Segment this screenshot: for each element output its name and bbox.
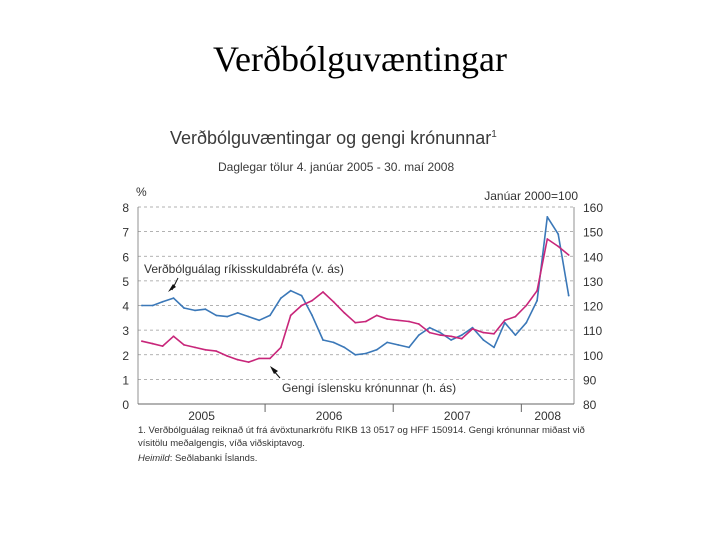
data-point bbox=[418, 334, 420, 336]
x-tick-label: 2006 bbox=[315, 409, 343, 423]
data-point bbox=[333, 301, 335, 303]
data-point bbox=[386, 342, 388, 344]
data-point bbox=[429, 332, 431, 334]
data-point bbox=[226, 355, 228, 357]
data-point bbox=[376, 315, 378, 317]
source-label: Heimild bbox=[138, 453, 170, 464]
data-point bbox=[493, 333, 495, 335]
right-tick-label: 140 bbox=[583, 250, 604, 265]
left-tick-label: 4 bbox=[122, 299, 129, 314]
data-point bbox=[483, 339, 485, 341]
data-point bbox=[301, 295, 303, 297]
data-point bbox=[525, 322, 527, 324]
data-point bbox=[311, 315, 313, 317]
data-point bbox=[461, 334, 463, 336]
chart-subtitle: Daglegar tölur 4. janúar 2005 - 30. maí 2008 bbox=[218, 160, 455, 174]
data-point bbox=[418, 323, 420, 325]
data-point bbox=[248, 361, 250, 363]
data-point bbox=[258, 319, 260, 321]
footnote-1: 1. Verðbólguálag reiknað út frá ávöxtunarkröfu RIKB 13 0517 og HFF 150914. Gengi krónunnar miðast við vísitölu meðalgengis, víða viðskiptavog. bbox=[138, 425, 585, 449]
data-point bbox=[258, 358, 260, 360]
data-point bbox=[226, 316, 228, 318]
right-tick-label: 110 bbox=[583, 324, 603, 339]
data-point bbox=[439, 332, 441, 334]
data-point bbox=[152, 305, 154, 307]
data-point bbox=[504, 319, 506, 321]
data-point bbox=[461, 338, 463, 340]
data-point bbox=[472, 328, 474, 330]
data-point bbox=[439, 334, 441, 336]
data-point bbox=[365, 321, 367, 323]
data-point bbox=[322, 291, 324, 293]
data-point bbox=[280, 297, 282, 299]
footnote-source bbox=[138, 452, 608, 465]
data-point bbox=[333, 342, 335, 344]
data-point bbox=[557, 246, 559, 248]
data-point bbox=[322, 339, 324, 341]
data-point bbox=[173, 335, 175, 337]
data-point bbox=[557, 233, 559, 235]
data-point bbox=[536, 290, 538, 292]
right-tick-label: 160 bbox=[583, 201, 604, 215]
data-point bbox=[205, 308, 207, 310]
data-point bbox=[568, 295, 570, 297]
data-point bbox=[311, 300, 313, 302]
data-point bbox=[386, 318, 388, 320]
data-point bbox=[450, 339, 452, 341]
left-tick-label: 2 bbox=[122, 348, 129, 363]
data-point bbox=[205, 349, 207, 351]
chart-title-text: Verðbólguvæntingar og gengi krónunnar bbox=[170, 128, 492, 148]
annotation-arrowhead bbox=[270, 366, 278, 374]
data-point bbox=[344, 312, 346, 314]
data-point bbox=[183, 344, 185, 346]
right-tick-label: 120 bbox=[583, 299, 604, 314]
data-point bbox=[173, 297, 175, 299]
right-tick-label: 150 bbox=[583, 225, 604, 240]
left-tick-label: 7 bbox=[122, 225, 129, 240]
right-tick-label: 90 bbox=[583, 373, 597, 388]
data-point bbox=[141, 305, 143, 307]
data-point bbox=[183, 307, 185, 309]
x-tick-label: 2007 bbox=[443, 409, 471, 423]
data-point bbox=[408, 347, 410, 349]
data-point bbox=[546, 216, 548, 218]
slide-title: Verðbólguvæntingar bbox=[213, 39, 507, 79]
chart-title-footnote-mark: 1 bbox=[491, 129, 497, 140]
data-point bbox=[194, 310, 196, 312]
x-tick-label: 2008 bbox=[534, 409, 562, 423]
data-point bbox=[376, 349, 378, 351]
left-tick-label: 1 bbox=[122, 373, 129, 388]
data-point bbox=[215, 350, 217, 352]
data-point bbox=[568, 254, 570, 256]
x-tick-label: 2005 bbox=[188, 409, 215, 423]
left-tick-label: 6 bbox=[122, 250, 129, 265]
data-point bbox=[546, 238, 548, 240]
series-line-0 bbox=[142, 217, 569, 355]
data-point bbox=[290, 290, 292, 292]
source-text: : Seðlabanki Íslands. bbox=[169, 453, 258, 464]
data-point bbox=[397, 344, 399, 346]
data-point bbox=[493, 347, 495, 349]
data-point bbox=[344, 347, 346, 349]
data-point bbox=[365, 353, 367, 355]
data-point bbox=[525, 305, 527, 307]
left-tick-label: 0 bbox=[122, 398, 129, 412]
data-point bbox=[280, 347, 282, 349]
data-point bbox=[429, 327, 431, 329]
left-tick-label: 8 bbox=[122, 201, 129, 215]
data-point bbox=[515, 334, 517, 336]
data-point bbox=[536, 300, 538, 302]
data-point bbox=[141, 340, 143, 342]
left-tick-label: 3 bbox=[122, 324, 129, 339]
data-point bbox=[162, 301, 164, 303]
right-tick-label: 80 bbox=[583, 398, 597, 412]
right-tick-label: 130 bbox=[583, 274, 604, 289]
data-point bbox=[354, 322, 356, 324]
series-line-1 bbox=[142, 239, 569, 362]
data-point bbox=[354, 354, 356, 356]
data-point bbox=[515, 316, 517, 318]
data-point bbox=[248, 316, 250, 318]
data-point bbox=[215, 315, 217, 317]
data-point bbox=[408, 321, 410, 323]
data-point bbox=[269, 358, 271, 360]
annotation-currency: Gengi íslensku krónunnar (h. ás) bbox=[282, 381, 457, 395]
data-point bbox=[269, 315, 271, 317]
data-point bbox=[152, 343, 154, 345]
data-point bbox=[162, 345, 164, 347]
data-point bbox=[290, 315, 292, 317]
left-axis-unit: % bbox=[136, 185, 147, 199]
data-point bbox=[237, 312, 239, 314]
data-point bbox=[450, 335, 452, 337]
right-tick-label: 100 bbox=[583, 348, 604, 363]
data-point bbox=[397, 319, 399, 321]
right-axis-unit: Janúar 2000=100 bbox=[484, 189, 578, 203]
data-point bbox=[301, 305, 303, 307]
data-point bbox=[237, 359, 239, 361]
annotation-inflation: Verðbólguálag ríkisskuldabréfa (v. ás) bbox=[144, 262, 344, 276]
left-tick-label: 5 bbox=[122, 274, 129, 289]
data-point bbox=[483, 332, 485, 334]
data-point bbox=[194, 347, 196, 349]
